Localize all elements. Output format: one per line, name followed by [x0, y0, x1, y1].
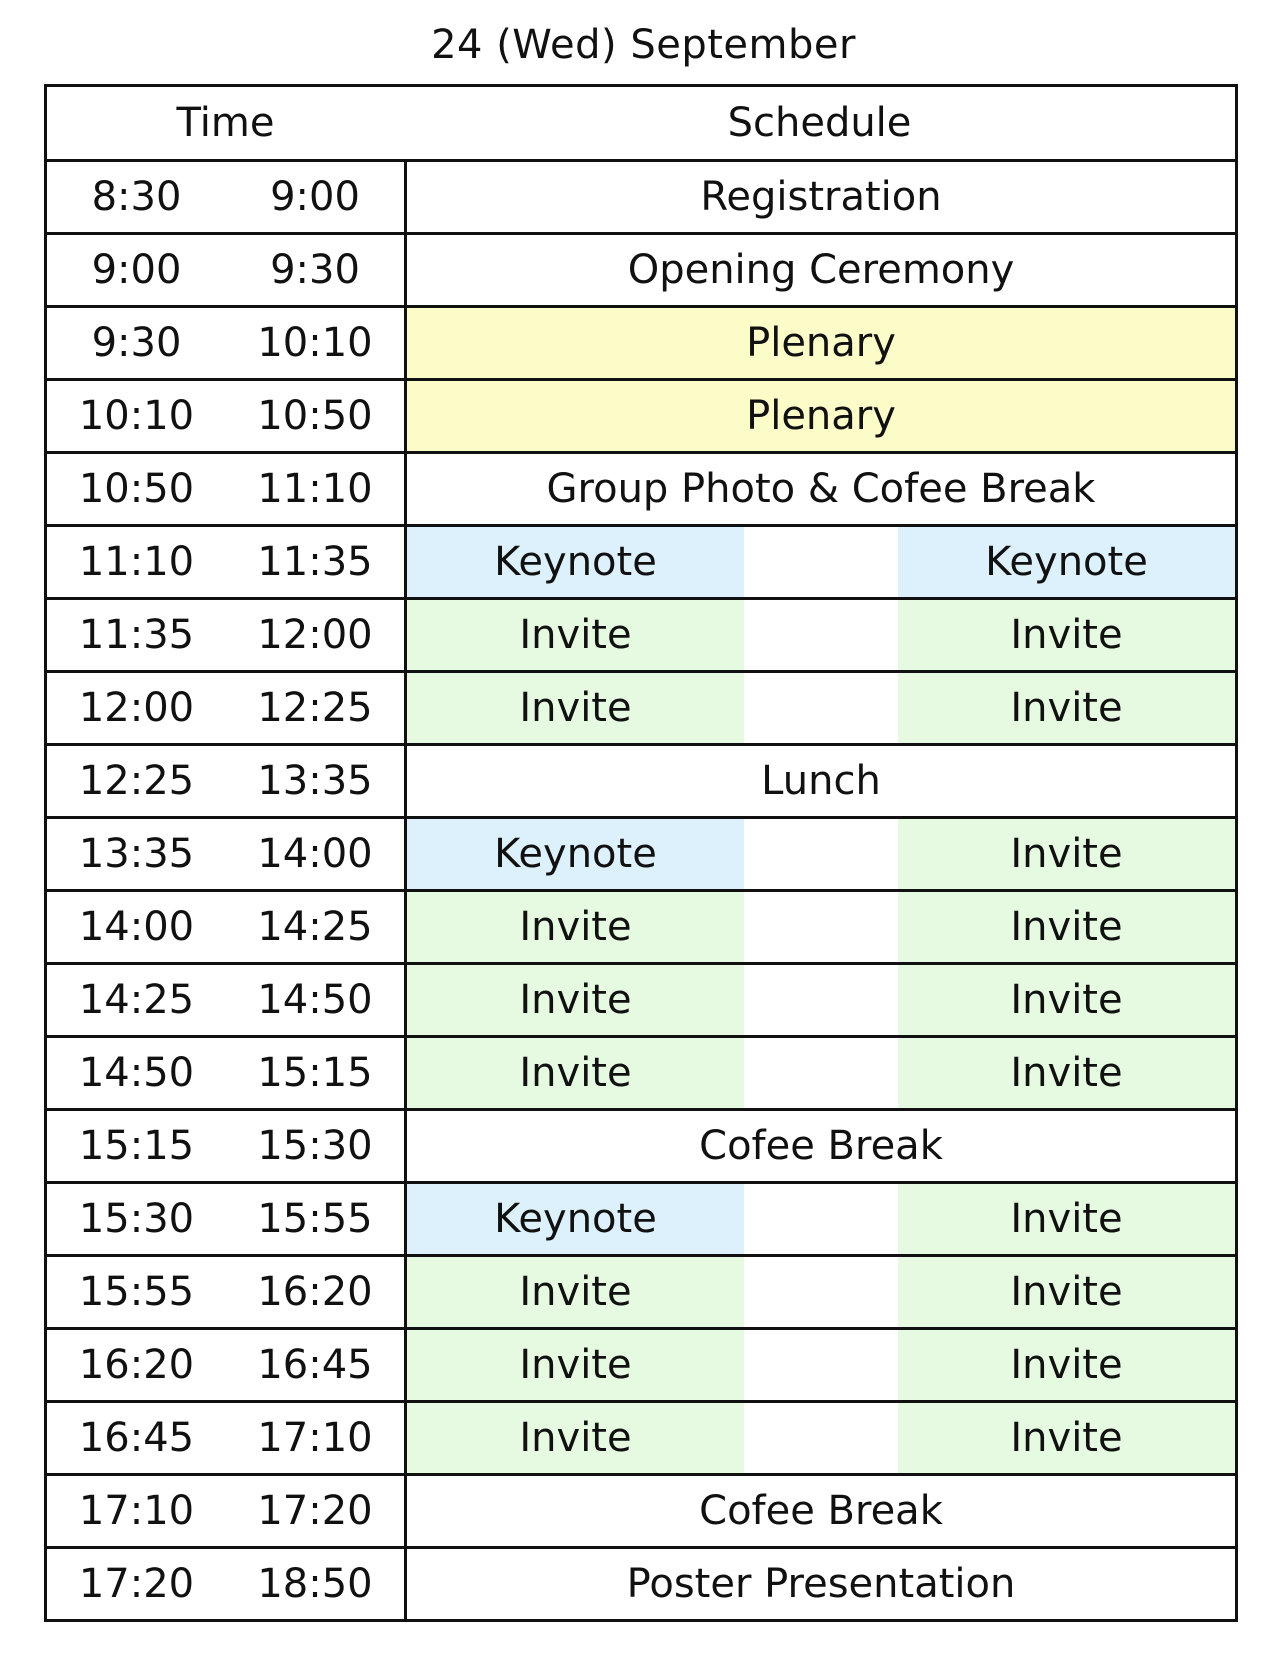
end-time: 14:25 — [257, 904, 373, 950]
schedule-cell — [404, 1549, 1235, 1619]
schedule-column-header: Schedule — [727, 100, 912, 146]
start-time: 15:15 — [78, 1123, 195, 1169]
session-right: Invite — [898, 1403, 1235, 1473]
session-label: Cofee Break — [699, 1123, 943, 1169]
session-right: Keynote — [898, 527, 1235, 597]
session-left: Invite — [407, 673, 744, 743]
page-title: 24 (Wed) September — [431, 22, 856, 68]
end-time: 16:45 — [257, 1342, 373, 1388]
end-time: 16:20 — [257, 1269, 373, 1315]
start-time: 14:00 — [78, 904, 195, 950]
end-time: 15:30 — [257, 1123, 373, 1169]
schedule-cell — [404, 1476, 1235, 1546]
session-right: Invite — [898, 1184, 1235, 1254]
schedule-cell — [404, 1038, 1235, 1108]
end-time: 11:35 — [257, 539, 373, 585]
end-time: 18:50 — [257, 1561, 373, 1607]
session-left: Invite — [407, 600, 744, 670]
end-time: 9:30 — [270, 247, 360, 293]
start-time: 11:35 — [78, 612, 195, 658]
schedule-cell — [404, 965, 1235, 1035]
session-right: Invite — [898, 819, 1235, 889]
table-row — [47, 1181, 1235, 1254]
table-row — [47, 1473, 1235, 1546]
session-left: Keynote — [407, 819, 744, 889]
start-time: 8:30 — [91, 174, 182, 220]
table-row — [47, 597, 1235, 670]
schedule-cell — [404, 308, 1235, 378]
table-row — [47, 670, 1235, 743]
start-time: 9:30 — [91, 320, 182, 366]
start-time: 14:50 — [78, 1050, 195, 1096]
start-time: 16:20 — [78, 1342, 195, 1388]
end-time: 10:10 — [257, 320, 373, 366]
session-label: Plenary — [407, 308, 1235, 378]
end-time: 17:10 — [257, 1415, 373, 1461]
schedule-cell — [404, 819, 1235, 889]
schedule-cell — [404, 600, 1235, 670]
schedule-cell — [404, 892, 1235, 962]
table-row — [47, 816, 1235, 889]
table-row — [47, 378, 1235, 451]
session-right: Invite — [898, 1038, 1235, 1108]
schedule-cell — [404, 1257, 1235, 1327]
start-time: 17:20 — [78, 1561, 195, 1607]
schedule-cell — [404, 1111, 1235, 1181]
start-time: 9:00 — [91, 247, 182, 293]
session-label: Plenary — [407, 381, 1235, 451]
session-left: Invite — [407, 1330, 744, 1400]
start-time: 14:25 — [78, 977, 195, 1023]
end-time: 10:50 — [257, 393, 373, 439]
end-time: 11:10 — [257, 466, 373, 512]
time-column-header: Time — [176, 100, 275, 146]
table-row — [47, 1327, 1235, 1400]
schedule-cell — [404, 746, 1235, 816]
start-time: 15:30 — [78, 1196, 195, 1242]
end-time: 12:25 — [257, 685, 373, 731]
end-time: 15:15 — [257, 1050, 373, 1096]
table-row — [47, 524, 1235, 597]
schedule-cell — [404, 381, 1235, 451]
start-time: 15:55 — [78, 1269, 195, 1315]
start-time: 10:50 — [78, 466, 195, 512]
end-time: 9:00 — [270, 174, 360, 220]
end-time: 17:20 — [257, 1488, 373, 1534]
session-label: Group Photo & Cofee Break — [546, 466, 1096, 512]
table-row — [47, 743, 1235, 816]
table-row — [47, 1035, 1235, 1108]
end-time: 14:50 — [257, 977, 373, 1023]
schedule-cell — [404, 1330, 1235, 1400]
start-time: 13:35 — [78, 831, 195, 877]
table-row — [47, 1400, 1235, 1473]
schedule-table — [44, 84, 1238, 1622]
session-right: Invite — [898, 673, 1235, 743]
table-row — [47, 305, 1235, 378]
start-time: 12:00 — [78, 685, 195, 731]
table-row — [47, 1546, 1235, 1619]
table-row — [47, 962, 1235, 1035]
session-label: Cofee Break — [699, 1488, 943, 1534]
session-right: Invite — [898, 600, 1235, 670]
session-right: Invite — [898, 892, 1235, 962]
end-time: 15:55 — [257, 1196, 373, 1242]
session-left: Invite — [407, 892, 744, 962]
schedule-cell — [404, 454, 1235, 524]
table-row — [47, 451, 1235, 524]
schedule-rows — [47, 159, 1235, 1619]
schedule-cell — [404, 527, 1235, 597]
end-time: 13:35 — [257, 758, 373, 804]
table-row — [47, 1254, 1235, 1327]
session-left: Invite — [407, 1257, 744, 1327]
session-right: Invite — [898, 965, 1235, 1035]
schedule-cell — [404, 673, 1235, 743]
table-header-row — [47, 87, 1235, 159]
schedule-cell — [404, 162, 1235, 232]
session-label: Opening Ceremony — [627, 247, 1015, 293]
session-left: Keynote — [407, 527, 744, 597]
table-row — [47, 159, 1235, 232]
start-time: 17:10 — [78, 1488, 195, 1534]
schedule-cell — [404, 1403, 1235, 1473]
end-time: 14:00 — [257, 831, 373, 877]
schedule-cell — [404, 1184, 1235, 1254]
session-label: Lunch — [761, 758, 881, 804]
start-time: 11:10 — [78, 539, 195, 585]
end-time: 12:00 — [257, 612, 373, 658]
start-time: 12:25 — [78, 758, 195, 804]
table-row — [47, 1108, 1235, 1181]
start-time: 10:10 — [78, 393, 195, 439]
session-label: Poster Presentation — [626, 1561, 1016, 1607]
schedule-cell — [404, 235, 1235, 305]
table-row — [47, 232, 1235, 305]
session-left: Invite — [407, 1403, 744, 1473]
table-row — [47, 889, 1235, 962]
session-left: Invite — [407, 1038, 744, 1108]
session-right: Invite — [898, 1257, 1235, 1327]
session-left: Invite — [407, 965, 744, 1035]
session-label: Registration — [700, 174, 942, 220]
start-time: 16:45 — [78, 1415, 195, 1461]
session-left: Keynote — [407, 1184, 744, 1254]
session-right: Invite — [898, 1330, 1235, 1400]
